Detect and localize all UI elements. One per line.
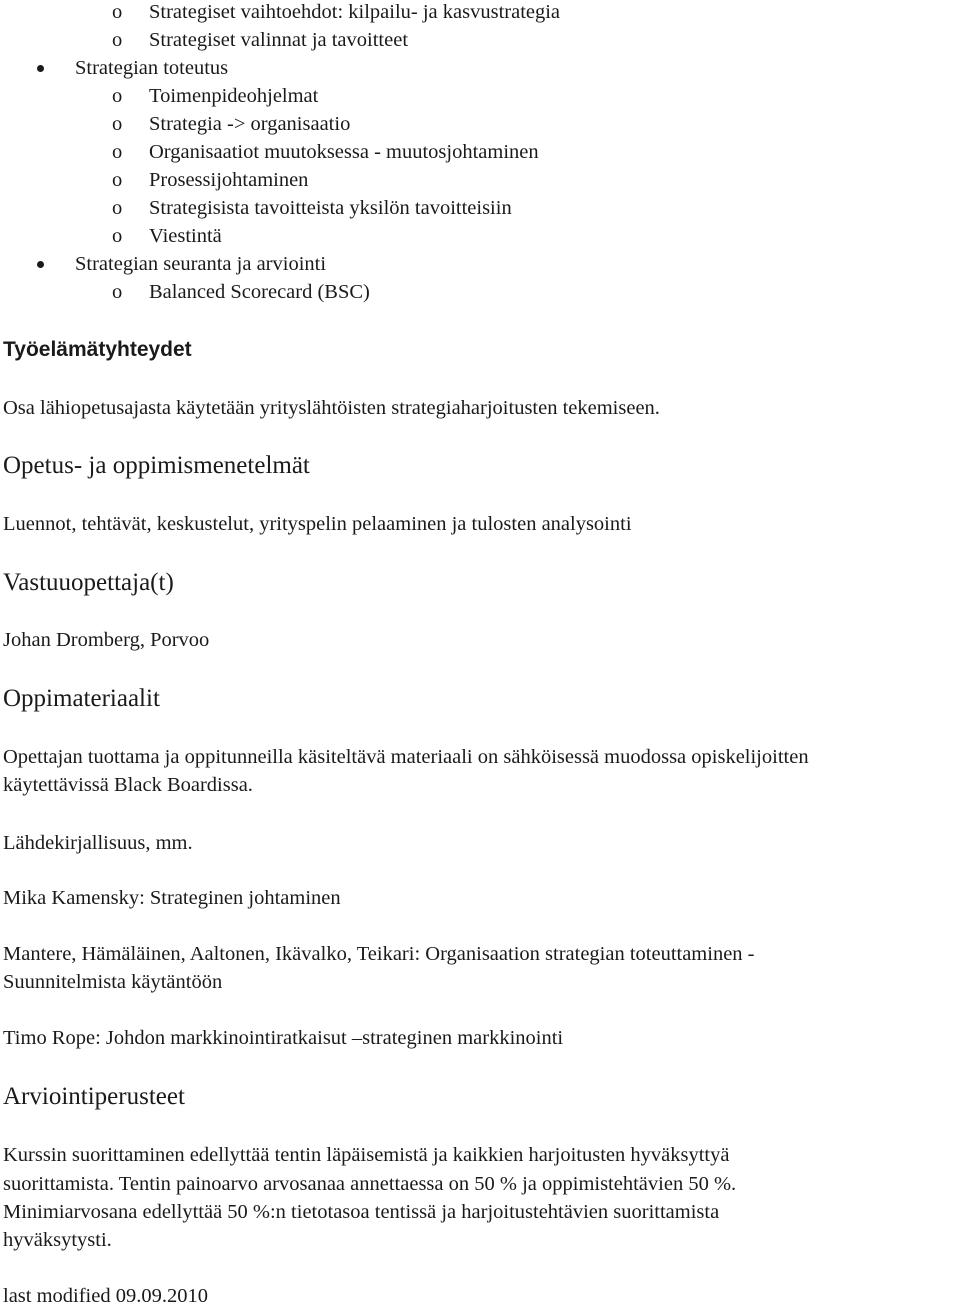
section-heading-menetelmat: Opetus- ja oppimismenetelmät — [3, 452, 310, 479]
list-item: Prosessijohtaminen — [149, 169, 309, 191]
sub-bullet-marker: o — [112, 113, 123, 135]
arviointi-line3: Minimiarvosana edellyttää 50 %:n tietotasoa tentissä ja harjoitustehtävien suorittamista — [3, 1201, 720, 1223]
sub-bullet-marker: o — [112, 169, 123, 191]
section-text-vastuu: Johan Dromberg, Porvoo — [3, 629, 210, 651]
last-modified: last modified 09.09.2010 — [3, 1285, 208, 1307]
list-item: Strategian seuranta ja arviointi — [75, 253, 327, 275]
literature-book-3: Timo Rope: Johdon markkinointiratkaisut –strateginen markkinointi — [3, 1027, 564, 1049]
sub-bullet-marker: o — [112, 141, 123, 163]
sub-bullet-marker: o — [112, 85, 123, 107]
section-heading-materiaalit: Oppimateriaalit — [3, 685, 160, 712]
literature-book-1: Mika Kamensky: Strateginen johtaminen — [3, 887, 341, 909]
sub-bullet-marker: o — [112, 225, 123, 247]
literature-intro: Lähdekirjallisuus, mm. — [3, 832, 193, 854]
list-item: Strategiset vaihtoehdot: kilpailu- ja kasvustrategia — [149, 1, 561, 23]
materiaalit-text-line1: Opettajan tuottama ja oppitunneilla käsiteltävä materiaali on sähköisessä muodossa opiskelijoitten — [3, 746, 809, 768]
section-text-tyoelama: Osa lähiopetusajasta käytetään yrityslähtöisten strategiaharjoitusten tekemiseen. — [3, 397, 660, 419]
list-item: Viestintä — [149, 225, 222, 247]
materiaalit-text-line2: käytettävissä Black Boardissa. — [3, 774, 253, 796]
arviointi-line4: hyväksytysti. — [3, 1229, 112, 1251]
arviointi-line1: Kurssin suorittaminen edellyttää tentin läpäisemistä ja kaikkien harjoitusten hyväksyttyä — [3, 1144, 730, 1166]
section-heading-arviointi: Arviointiperusteet — [3, 1083, 185, 1110]
arviointi-line2: suorittamista. Tentin painoarvo arvosanaa annettaessa on 50 % ja oppimistehtävien 50 %. — [3, 1173, 737, 1195]
list-item: Strategisista tavoitteista yksilön tavoitteisiin — [149, 197, 512, 219]
literature-book-2-line1: Mantere, Hämäläinen, Aaltonen, Ikävalko, Teikari: Organisaation strategian toteuttaminen - — [3, 943, 755, 965]
list-item: Strategian toteutus — [75, 57, 229, 79]
sub-bullet-marker: o — [112, 197, 123, 219]
list-item: Strategia -> organisaatio — [149, 113, 351, 135]
list-item: Organisaatiot muutoksessa - muutosjohtaminen — [149, 141, 539, 163]
bullet-dot-icon — [37, 261, 44, 268]
literature-book-2-line2: Suunnitelmista käytäntöön — [3, 971, 223, 993]
section-text-menetelmat: Luennot, tehtävät, keskustelut, yrityspelin pelaaminen ja tulosten analysointi — [3, 513, 632, 535]
sub-bullet-marker: o — [112, 281, 123, 303]
bullet-dot-icon — [37, 65, 44, 72]
section-heading-tyoelama: Työelämätyhteydet — [3, 338, 192, 361]
section-heading-vastuu: Vastuuopettaja(t) — [3, 569, 174, 596]
list-item: Strategiset valinnat ja tavoitteet — [149, 29, 409, 51]
sub-bullet-marker: o — [112, 29, 123, 51]
list-item: Toimenpideohjelmat — [149, 85, 319, 107]
list-item: Balanced Scorecard (BSC) — [149, 281, 370, 303]
sub-bullet-marker: o — [112, 1, 123, 23]
